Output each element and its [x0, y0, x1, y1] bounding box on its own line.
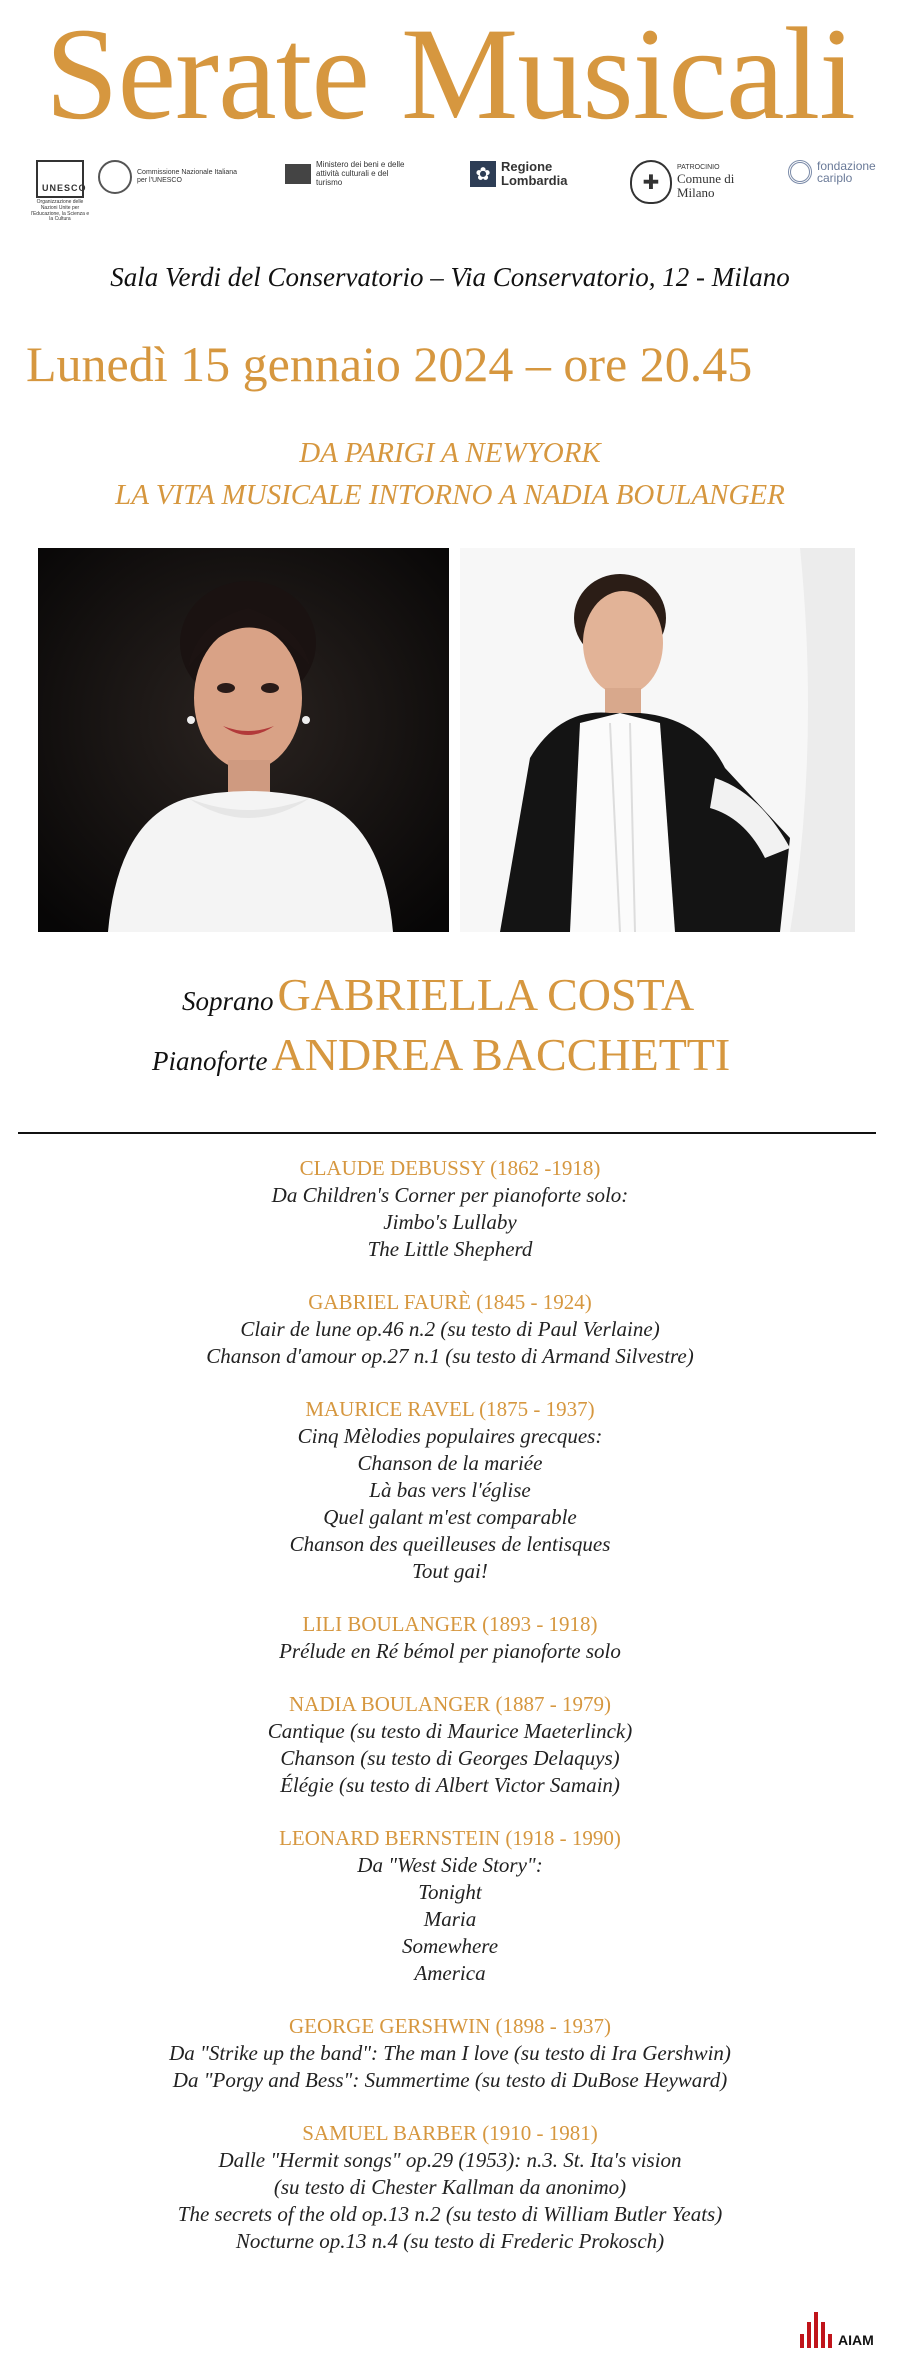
- work: Chanson des queilleuses de lentisques: [289, 1532, 611, 1556]
- work: Élégie (su testo di Albert Victor Samain): [280, 1773, 620, 1797]
- work: Cantique (su testo di Maurice Maeterlinck): [267, 1719, 633, 1743]
- unesco-caption: Organizzazione delle Nazioni Unite per l'Educazione, la Scienza e la Cultura: [30, 199, 90, 223]
- work: (su testo di Chester Kallman da anonimo): [273, 2175, 627, 2199]
- program-block: [0, 1611, 900, 1665]
- unesco-logo: [30, 160, 90, 223]
- performer-pianist: [152, 1028, 730, 1081]
- aiam-logo: [800, 2312, 874, 2348]
- work: Tout gai!: [412, 1559, 488, 1583]
- cariplo-icon: [788, 160, 812, 184]
- work: Somewhere: [401, 1934, 499, 1958]
- subtitle-line-1: DA PARIGI A NEWYORK: [299, 437, 601, 469]
- venue: Sala Verdi del Conservatorio – Via Conservatorio, 12 - Milano: [110, 262, 790, 292]
- performer-soprano: [182, 968, 694, 1021]
- commissione-logo: Commissione Nazionale Italiana per l'UNESCO: [98, 160, 237, 194]
- soprano-photo: [38, 548, 449, 932]
- work: The secrets of the old op.13 n.2 (su testo di William Butler Yeats): [177, 2202, 723, 2226]
- work: Dalle "Hermit songs" op.29 (1953): n.3. St. Ita's vision: [218, 2148, 682, 2172]
- work: America: [414, 1961, 486, 1985]
- ministero-logo: Ministero dei beni e delle attività culturali e del turismo: [285, 160, 406, 188]
- work: Da "West Side Story":: [357, 1853, 543, 1877]
- comune-crest-icon: ✚: [630, 160, 672, 204]
- work: Chanson d'amour op.27 n.1 (su testo di Armand Silvestre): [206, 1344, 694, 1368]
- performer-role: Pianoforte: [152, 1046, 268, 1076]
- composer: GABRIEL FAURÈ (1845 - 1924): [308, 1290, 592, 1314]
- program-block: [0, 2120, 900, 2255]
- rosa-camuna-icon: ✿: [470, 161, 496, 187]
- work: The Little Shepherd: [367, 1237, 533, 1261]
- work: Maria: [423, 1907, 477, 1931]
- fondazione-logo: fondazione cariplo: [788, 160, 879, 184]
- work: Jimbo's Lullaby: [383, 1210, 517, 1234]
- sponsor-logos: [20, 160, 880, 235]
- program-block: [0, 2013, 900, 2094]
- seal-icon: [98, 160, 132, 194]
- composer: SAMUEL BARBER (1910 - 1981): [302, 2121, 598, 2145]
- work: Là bas vers l'église: [369, 1478, 531, 1502]
- pianist-photo: [460, 548, 855, 932]
- composer: MAURICE RAVEL (1875 - 1937): [305, 1397, 595, 1421]
- regione-logo: ✿ Regione Lombardia: [470, 160, 581, 187]
- aiam-label: AIAM: [838, 2332, 874, 2348]
- performer-name: ANDREA BACCHETTI: [271, 1029, 731, 1080]
- performer-name: GABRIELLA COSTA: [277, 969, 695, 1020]
- composer: GEORGE GERSHWIN (1898 - 1937): [289, 2014, 611, 2038]
- concert-subtitle: [0, 432, 900, 516]
- work: Chanson de la mariée: [357, 1451, 543, 1475]
- composer: CLAUDE DEBUSSY (1862 -1918): [299, 1156, 601, 1180]
- work: Clair de lune op.46 n.2 (su testo di Paul Verlaine): [240, 1317, 660, 1341]
- program-block: [0, 1289, 900, 1370]
- page-title: Serate Musicali: [45, 0, 855, 147]
- work: Da Children's Corner per pianoforte solo:: [271, 1183, 629, 1207]
- comune-logo: ✚ PATROCINIO Comune di Milano: [630, 160, 737, 204]
- subtitle-line-2: LA VITA MUSICALE INTORNO A NADIA BOULANGER: [115, 479, 785, 512]
- section-divider: [18, 1132, 876, 1134]
- mibact-icon: [285, 164, 311, 184]
- work: Chanson (su testo di Georges Delaquys): [280, 1746, 620, 1770]
- program-block: [0, 1396, 900, 1585]
- program-block: [0, 1155, 900, 1263]
- composer: LILI BOULANGER (1893 - 1918): [302, 1612, 598, 1636]
- composer: NADIA BOULANGER (1887 - 1979): [289, 1692, 611, 1716]
- unesco-temple-icon: UNESCO: [36, 160, 84, 198]
- event-date: Lunedì 15 gennaio 2024 – ore 20.45: [26, 336, 753, 392]
- work: Nocturne op.13 n.4 (su testo di Frederic Prokosch): [235, 2229, 665, 2253]
- program-block: [0, 1825, 900, 1987]
- performer-role: Soprano: [182, 986, 274, 1016]
- work: Da "Porgy and Bess": Summertime (su testo di DuBose Heyward): [172, 2068, 728, 2092]
- aiam-bars-icon: [800, 2312, 832, 2348]
- work: Tonight: [418, 1880, 482, 1904]
- work: Da "Strike up the band": The man I love (su testo di Ira Gershwin): [169, 2041, 731, 2065]
- concert-program: [0, 1155, 900, 2281]
- work: Prélude en Ré bémol per pianoforte solo: [279, 1639, 621, 1663]
- work: Cinq Mèlodies populaires grecques:: [297, 1424, 603, 1448]
- work: Quel galant m'est comparable: [323, 1505, 577, 1529]
- program-block: [0, 1691, 900, 1799]
- composer: LEONARD BERNSTEIN (1918 - 1990): [279, 1826, 621, 1850]
